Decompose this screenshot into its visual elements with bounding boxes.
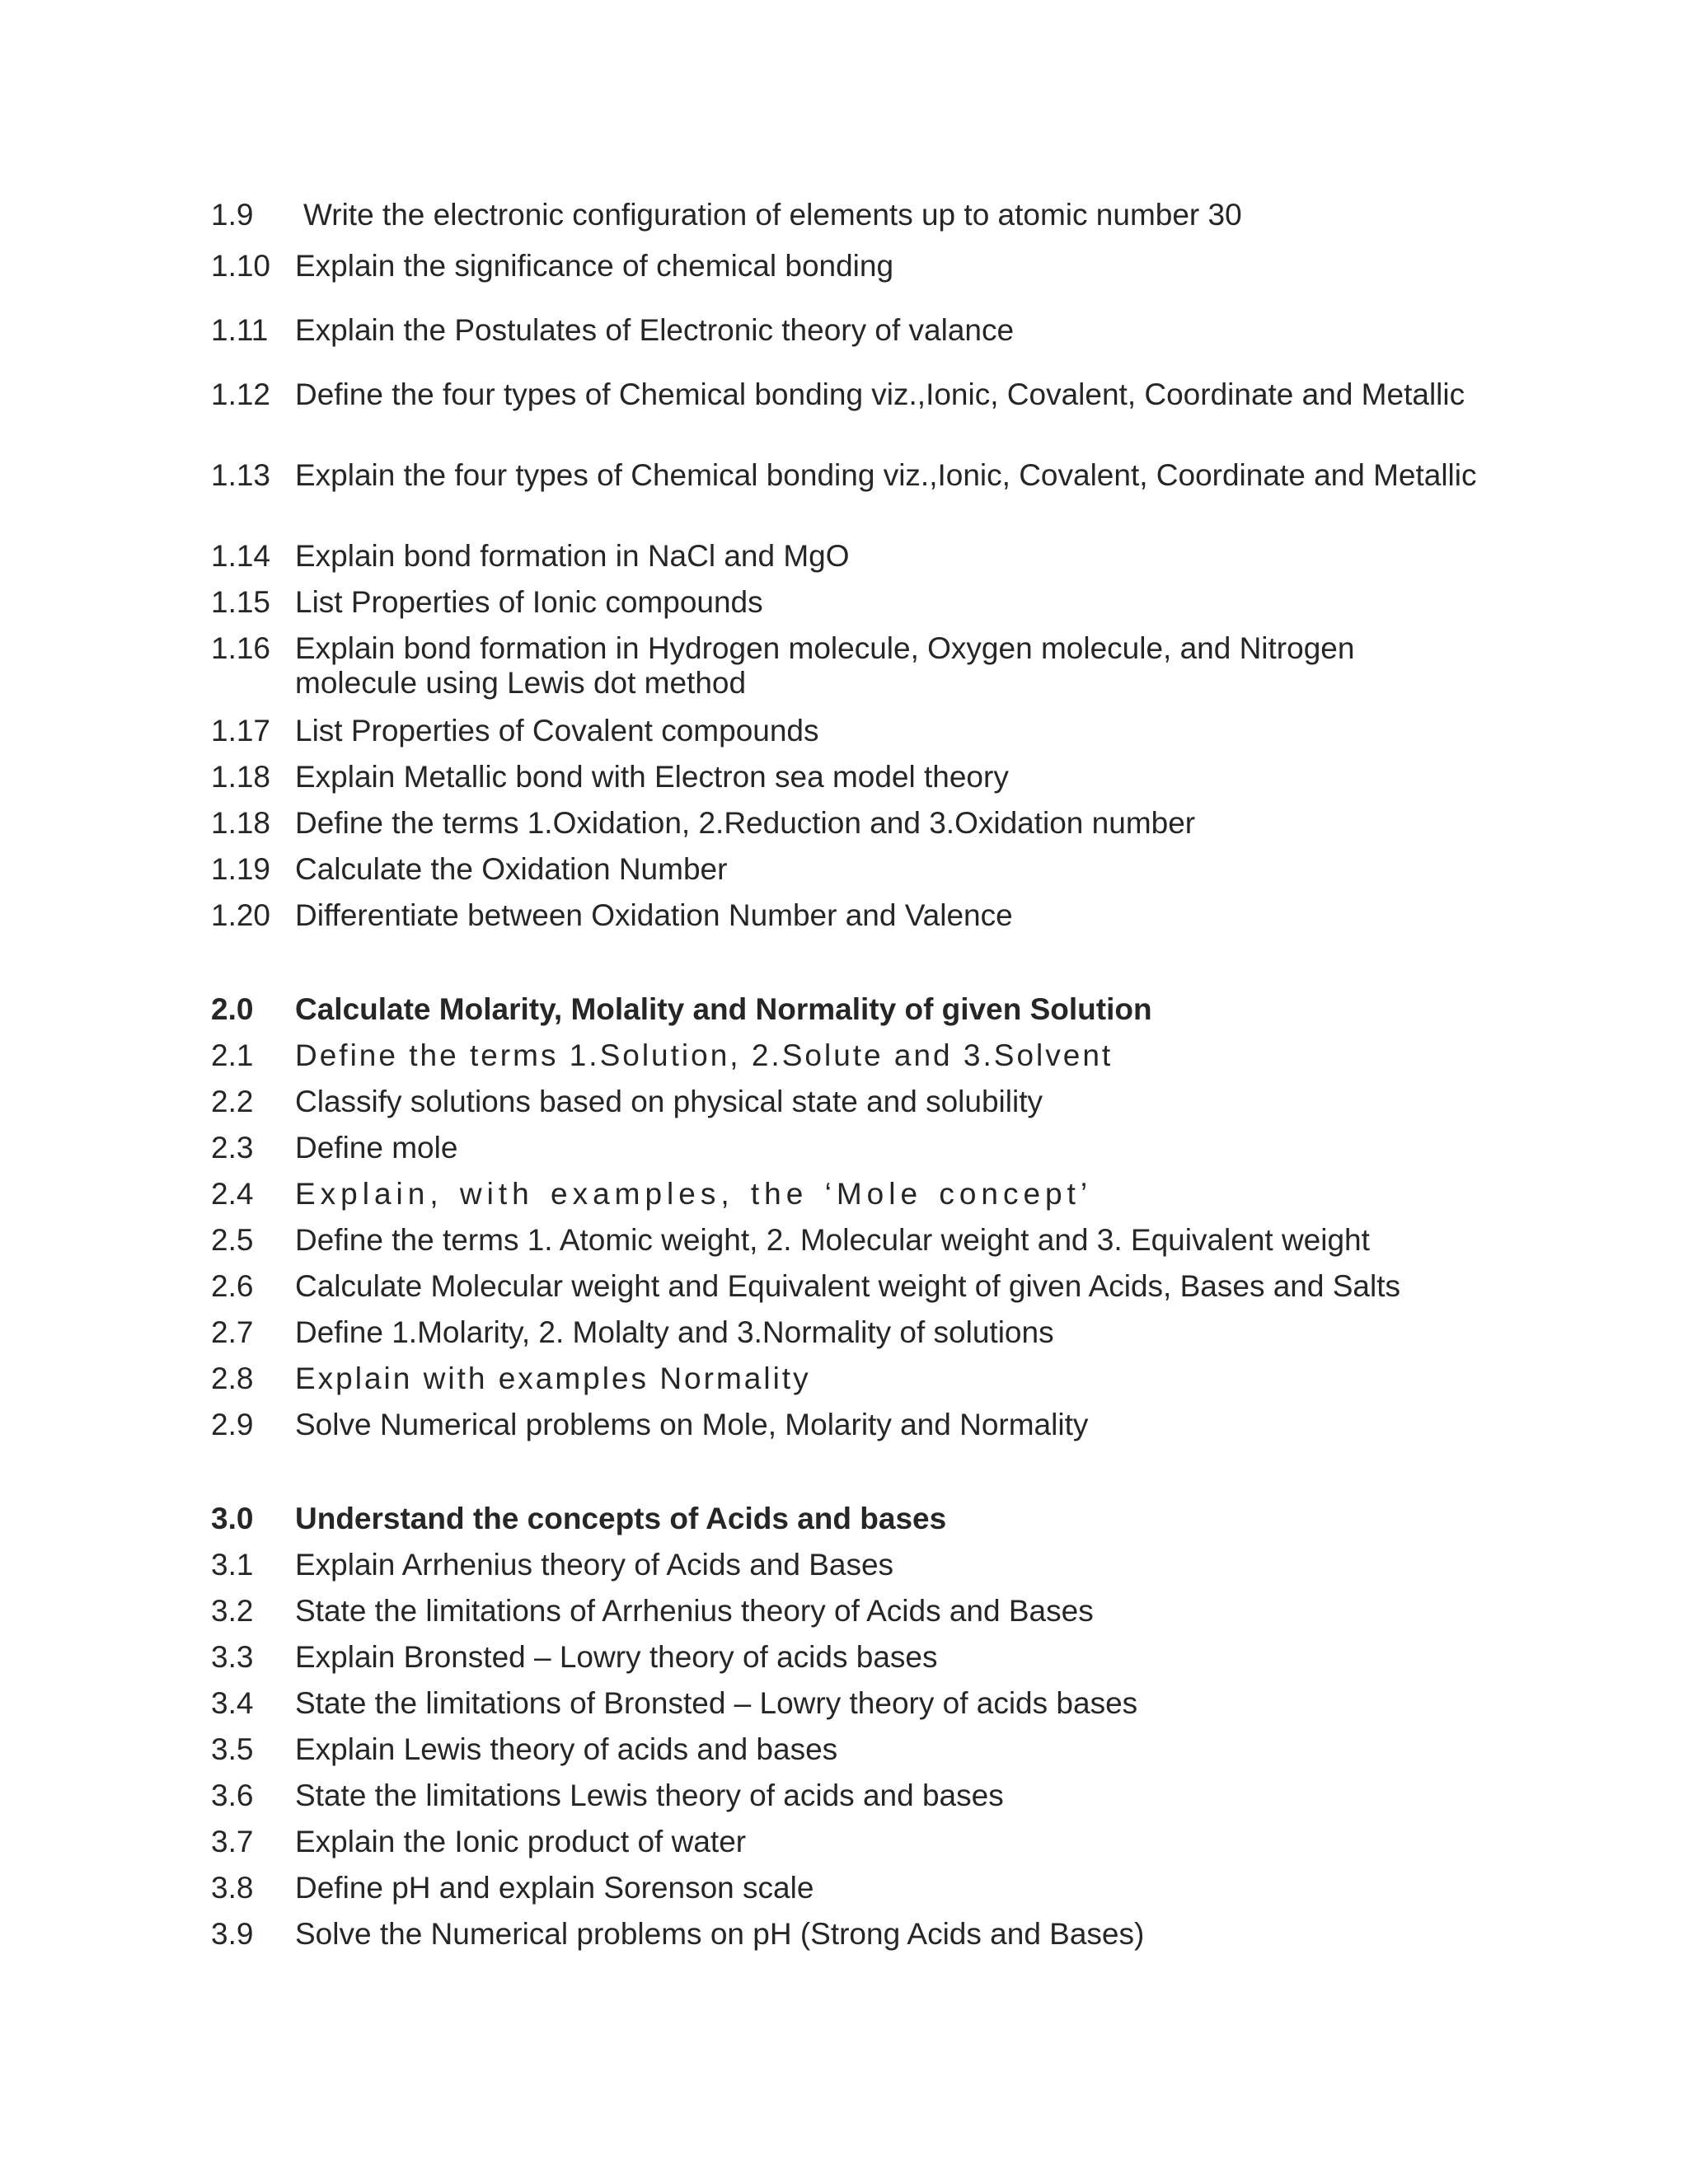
- objective-text: Define the terms 1. Atomic weight, 2. Molecular weight and 3. Equivalent weight: [295, 1223, 1370, 1257]
- objective-number: 2.3: [211, 1131, 254, 1165]
- objective-3-2: [211, 1594, 1477, 1629]
- objective-1-14: [211, 539, 1477, 574]
- section-heading-2-0: [211, 992, 1477, 1027]
- objective-1-13: [211, 458, 1477, 493]
- objective-number: 1.17: [211, 714, 271, 748]
- objective-number: 1.13: [211, 458, 271, 492]
- objective-3-1: [211, 1548, 1477, 1582]
- objective-1-18b: [211, 806, 1477, 841]
- objective-text: State the limitations of Bronsted – Lowry theory of acids bases: [295, 1686, 1138, 1720]
- objective-number: 1.15: [211, 585, 271, 619]
- objective-number: 1.10: [211, 249, 271, 283]
- objective-number: 3.7: [211, 1825, 254, 1858]
- objective-text: Define the four types of Chemical bonding viz.,Ionic, Covalent, Coordinate and Metallic: [295, 377, 1465, 411]
- objective-text: Classify solutions based on physical state and solubility: [295, 1085, 1043, 1118]
- objective-number: 1.19: [211, 852, 271, 886]
- objective-number: 3.8: [211, 1871, 254, 1905]
- objective-text: Solve the Numerical problems on pH (Strong Acids and Bases): [295, 1917, 1145, 1951]
- objective-1-11: [211, 313, 1477, 348]
- objective-2-6: [211, 1269, 1477, 1304]
- objective-text: Explain Metallic bond with Electron sea model theory: [295, 760, 1009, 794]
- objective-1-17: [211, 714, 1477, 748]
- objective-number: 3.4: [211, 1686, 254, 1720]
- objective-text: Explain bond formation in NaCl and MgO: [295, 539, 850, 573]
- objective-text: Explain, with examples, the ‘Mole concept’: [295, 1177, 1093, 1211]
- objective-3-7: [211, 1825, 1477, 1859]
- objective-1-20: [211, 898, 1477, 933]
- objective-text: Define the terms 1.Solution, 2.Solute and 3.Solvent: [295, 1038, 1114, 1072]
- objective-1-12: [211, 377, 1477, 412]
- objective-text: State the limitations of Arrhenius theory of Acids and Bases: [295, 1594, 1094, 1628]
- objective-text: List Properties of Covalent compounds: [295, 714, 819, 748]
- objective-number: 1.14: [211, 539, 271, 573]
- objective-3-4: [211, 1686, 1477, 1721]
- objective-2-5: [211, 1223, 1477, 1258]
- objective-1-10: [211, 249, 1477, 284]
- objective-2-1: [211, 1038, 1477, 1073]
- objective-1-16: [211, 631, 1477, 701]
- objective-text: Calculate the Oxidation Number: [295, 852, 728, 886]
- objective-number: 2.1: [211, 1038, 254, 1072]
- objective-number: 1.12: [211, 377, 271, 411]
- objective-number: 2.8: [211, 1361, 254, 1395]
- section-number: 2.0: [211, 992, 254, 1026]
- objective-text: Define pH and explain Sorenson scale: [295, 1871, 814, 1905]
- objective-text: Explain the Ionic product of water: [295, 1825, 747, 1858]
- objective-number: 2.9: [211, 1408, 254, 1441]
- objective-number: 3.3: [211, 1640, 254, 1674]
- objective-text: State the limitations Lewis theory of acids and bases: [295, 1779, 1004, 1812]
- objective-number: 1.18: [211, 760, 271, 794]
- objective-text: Explain the four types of Chemical bonding viz.,Ionic, Covalent, Coordinate and Metallic: [295, 458, 1477, 492]
- objective-text: Differentiate between Oxidation Number and Valence: [295, 898, 1013, 932]
- objective-text: Explain Bronsted – Lowry theory of acids bases: [295, 1640, 938, 1674]
- objective-text: Explain the Postulates of Electronic theory of valance: [295, 313, 1015, 347]
- objective-text: List Properties of Ionic compounds: [295, 585, 763, 619]
- objective-text: Explain Lewis theory of acids and bases: [295, 1732, 838, 1766]
- objective-text: Explain Arrhenius theory of Acids and Bases: [295, 1548, 894, 1582]
- objective-1-19: [211, 852, 1477, 887]
- objective-number: 2.6: [211, 1269, 254, 1303]
- objective-1-9: [211, 198, 1477, 232]
- objective-text: Calculate Molecular weight and Equivalent weight of given Acids, Bases and Salts: [295, 1269, 1400, 1303]
- objective-number: 1.18: [211, 806, 271, 840]
- objective-text: Explain with examples Normality: [295, 1361, 811, 1395]
- objective-text: Define the terms 1.Oxidation, 2.Reduction and 3.Oxidation number: [295, 806, 1196, 840]
- objective-number: 3.6: [211, 1779, 254, 1812]
- objective-2-8: [211, 1361, 1477, 1396]
- objective-number: 2.5: [211, 1223, 254, 1257]
- objective-1-15: [211, 585, 1477, 620]
- objective-2-3: [211, 1131, 1477, 1165]
- objective-3-6: [211, 1779, 1477, 1813]
- objective-number: 1.9: [211, 198, 254, 232]
- objective-3-8: [211, 1871, 1477, 1905]
- objective-text: Explain the significance of chemical bonding: [295, 249, 894, 283]
- objective-number: 1.16: [211, 631, 271, 665]
- objective-text: Explain bond formation in Hydrogen molecule, Oxygen molecule, and Nitrogen molecule using Lewis dot method: [295, 631, 1355, 700]
- objective-2-7: [211, 1315, 1477, 1350]
- objective-2-9: [211, 1408, 1477, 1442]
- section-heading-3-0: [211, 1502, 1477, 1536]
- section-title: Understand the concepts of Acids and bases: [295, 1502, 947, 1535]
- objective-text: Define mole: [295, 1131, 458, 1165]
- objective-2-2: [211, 1085, 1477, 1119]
- objective-number: 2.2: [211, 1085, 254, 1118]
- objective-3-9: [211, 1917, 1477, 1952]
- objective-3-3: [211, 1640, 1477, 1675]
- objective-text: Write the electronic configuration of elements up to atomic number 30: [303, 198, 1242, 232]
- objective-1-18a: [211, 760, 1477, 794]
- objective-number: 3.2: [211, 1594, 254, 1628]
- objective-number: 1.20: [211, 898, 271, 932]
- objective-number: 3.9: [211, 1917, 254, 1951]
- section-number: 3.0: [211, 1502, 254, 1535]
- objective-number: 3.5: [211, 1732, 254, 1766]
- objective-number: 2.7: [211, 1315, 254, 1349]
- objective-text: Define 1.Molarity, 2. Molalty and 3.Normality of solutions: [295, 1315, 1054, 1349]
- objective-text: Solve Numerical problems on Mole, Molarity and Normality: [295, 1408, 1089, 1441]
- objective-number: 1.11: [211, 313, 269, 347]
- objective-2-4: [211, 1177, 1477, 1212]
- section-title: Calculate Molarity, Molality and Normality of given Solution: [295, 992, 1152, 1026]
- objective-number: 3.1: [211, 1548, 254, 1582]
- objective-number: 2.4: [211, 1177, 254, 1211]
- objective-3-5: [211, 1732, 1477, 1767]
